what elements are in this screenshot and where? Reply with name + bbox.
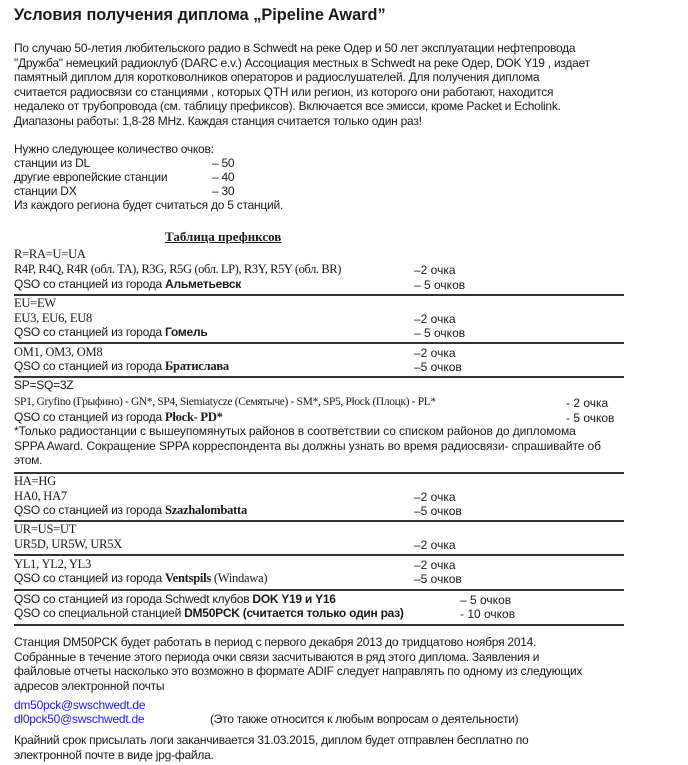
divider <box>14 342 624 344</box>
city-name: Альметьевск <box>165 277 242 291</box>
intro-line: По случаю 50-летия любительского радио в Schwedt на реке Одер и 50 лет эксплуатации нефтепровода <box>14 41 576 55</box>
city-name: Братислава <box>165 359 229 373</box>
points-value: –2 очка <box>414 490 456 504</box>
special-station: DM50PCK (считается только один раз) <box>184 606 404 620</box>
points-value: –5 очков <box>414 504 462 518</box>
points-value: - 10 очков <box>460 607 516 621</box>
points-value: - 5 очков <box>566 411 615 425</box>
points-value: – 5 очков <box>414 278 466 292</box>
divider <box>14 376 624 378</box>
section-header: SP=SQ=3Z <box>14 378 74 392</box>
prefix-list: HA0, HA7 <box>14 489 67 503</box>
divider <box>14 589 624 591</box>
divider <box>14 294 624 296</box>
points-value: –2 очка <box>414 538 456 552</box>
points-label: другие европейские станции <box>14 170 168 184</box>
points-heading: Нужно следующее количество очков: <box>14 142 214 156</box>
qso-text: QSO со станцией из города <box>14 410 166 424</box>
points-value: –2 очка <box>414 558 456 572</box>
footnote-line: SPPA Award. Сокращение SPPA корреспондента вы должны узнать во время радиосвязи- спрашивайте об <box>14 438 601 453</box>
points-value: –5 очков <box>414 360 462 374</box>
section-header: UR=US=UT <box>14 522 77 536</box>
qso-line <box>14 503 247 518</box>
points-value: –2 очка <box>414 263 456 277</box>
section-header: EU=EW <box>14 296 56 310</box>
points-value: –5 очков <box>414 572 462 586</box>
prefix-list: SP1, Gryfino (Грыфино) - GN*, SP4, Siemiatycze (Семятыче) - SM*, SP5, Płock (Плоцк) - PL* <box>14 396 436 408</box>
points-label: станции из DL <box>14 156 90 170</box>
club-name: DOK Y19 и Y16 <box>252 592 336 606</box>
qso-text: QSO со станцией из города <box>14 503 166 517</box>
page-title: Условия получения диплома „Pipeline Award” <box>14 5 386 24</box>
section-header: R=RA=U=UA <box>14 247 86 261</box>
qso-text: QSO со станцией из города <box>14 571 166 585</box>
qso-line <box>14 277 241 292</box>
prefix-list: UR5D, UR5W, UR5X <box>14 537 123 551</box>
closing-line: Станция DM50PCK будет работать в период с первого декабря 2013 до тридцатово ноября 2014. <box>14 635 537 649</box>
divider <box>14 472 624 474</box>
divider <box>14 624 624 626</box>
points-value: - 2 очка <box>566 396 609 410</box>
section-header: HA=HG <box>14 474 56 488</box>
footnote-line: этом. <box>14 453 43 467</box>
points-value: – 30 <box>212 184 235 198</box>
qso-line <box>14 359 229 374</box>
table-caption: Таблица префнксов <box>165 229 282 244</box>
qso-line <box>14 571 267 586</box>
qso-line <box>14 410 223 425</box>
intro-line: считается радиосвязи со станциями , которых QTH или регион, из которого они работают, находится <box>14 84 554 99</box>
closing-line: Собранные в течение этого периода очки связи засчитываются в ряд этого диплома. Заявления и <box>14 649 540 664</box>
email-link[interactable]: dl0pck50@swschwedt.de <box>14 712 145 726</box>
qso-line <box>14 325 207 340</box>
points-value: – 50 <box>212 156 235 170</box>
city-alt-name: (Windawa) <box>210 571 268 585</box>
points-note: Из каждого региона будет считаться до 5 станций. <box>14 198 283 212</box>
deadline-line: электронной почте в виде jpg-файла. <box>14 747 214 762</box>
city-name: Ventspils <box>165 571 211 585</box>
prefix-list: YL1, YL2, YL3 <box>14 557 92 571</box>
prefix-list: EU3, EU6, EU8 <box>14 311 92 325</box>
qso-line <box>14 592 336 607</box>
intro-line: "Дружба" немецкий радиоклуб (DARC e.v.) Ассоциация местных в Schwedt на реке Одер, DOK Y19 , издает <box>14 55 590 70</box>
divider <box>14 554 624 556</box>
qso-text: QSO со специальной станцией <box>14 606 185 620</box>
qso-text: QSO со станцией из города <box>14 277 166 291</box>
deadline-line: Крайний срок присылать логи заканчивается 31.03.2015, диплом будет отправлен бесплатно по <box>14 733 529 747</box>
points-value: –2 очка <box>414 312 456 326</box>
qso-line <box>14 606 404 621</box>
intro-line: Диапазоны работы: 1,8-28 MHz. Каждая станция считается только один раз! <box>14 113 422 128</box>
city-name: Szazhalombatta <box>165 503 247 517</box>
qso-text: QSO со станцией из города Schwedt клубов <box>14 592 253 606</box>
city-name: Гомель <box>165 325 208 339</box>
closing-line: файловые отчеты насколько это возможно в формате ADIF следует направлять по одному из следующих <box>14 664 583 678</box>
email-note: (Это также относится к любым вопросам о деятельности) <box>210 712 519 726</box>
points-value: – 40 <box>212 170 235 184</box>
intro-line: памятный диплом для коротковолников операторов и радиослушателей. Для получения диплома <box>14 70 540 84</box>
closing-line: адресов электронной почты <box>14 678 165 693</box>
city-name: Płock- PD* <box>165 410 223 424</box>
prefix-list: OM1, OM3, OM8 <box>14 345 103 359</box>
prefix-list: R4P, R4Q, R4R (обл. TA), R3G, R5G (обл. LP), R3Y, R5Y (обл. BR) <box>14 262 342 276</box>
divider <box>14 520 624 522</box>
points-value: –2 очка <box>414 346 456 360</box>
points-value: – 5 очков <box>460 593 512 607</box>
qso-text: QSO со станцией из города <box>14 359 166 373</box>
points-label: станции DX <box>14 184 77 198</box>
intro-line: недалеко от трубопровода (см. таблицу префиксов). Включается все эмисси, кроме Packet и Echolink. <box>14 99 561 113</box>
email-link[interactable]: dm50pck@swschwedt.de <box>14 698 146 712</box>
points-value: – 5 очков <box>414 326 466 340</box>
qso-text: QSO со станцией из города <box>14 325 166 339</box>
footnote-line: *Только радиостанции с вышеупомянутых районов в соответствии со списком районов до дипломома <box>14 424 576 438</box>
